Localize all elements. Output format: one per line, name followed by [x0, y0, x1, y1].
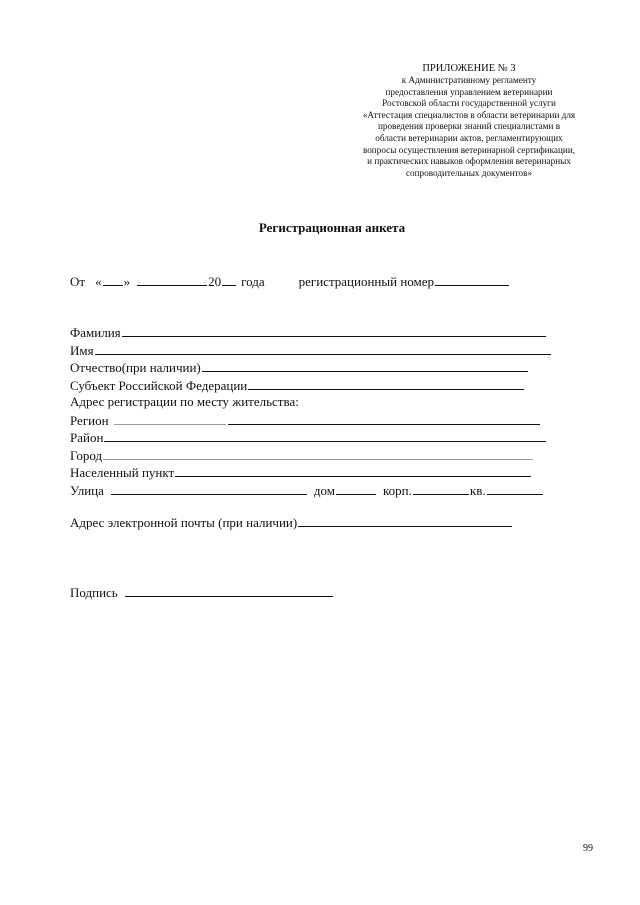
locality-field[interactable]: [175, 464, 531, 477]
appendix-line: вопросы осуществления ветеринарной сертификации,: [362, 144, 576, 155]
year-word: года: [241, 274, 265, 289]
appendix-line: к Административному регламенту: [401, 75, 537, 85]
page-number: 99: [583, 843, 593, 854]
year-blank[interactable]: [222, 273, 236, 286]
region-row: [70, 412, 541, 429]
locality-row: [70, 464, 532, 481]
name-row: [70, 342, 552, 359]
from-label: От: [70, 274, 86, 289]
house-field[interactable]: [336, 482, 376, 495]
city-label: Город: [70, 448, 103, 463]
reg-number-label: регистрационный номер: [298, 274, 435, 289]
close-quote: »: [123, 274, 131, 289]
subject-field[interactable]: [248, 377, 524, 390]
address-heading: Адрес регистрации по месту жительства:: [70, 394, 299, 409]
city-row: [70, 447, 534, 464]
signature-label: Подпись: [70, 585, 118, 600]
patronymic-label: Отчество(при наличии): [70, 360, 201, 375]
open-quote: «: [95, 274, 102, 289]
address-heading-row: [70, 394, 299, 410]
surname-row: [70, 324, 547, 341]
month-blank[interactable]: [137, 273, 207, 286]
apartment-label: кв.: [469, 483, 486, 498]
street-row: [70, 482, 544, 499]
day-blank[interactable]: [103, 273, 123, 286]
name-field[interactable]: [95, 342, 551, 355]
appendix-line: сопроводительных документов»: [405, 167, 533, 178]
surname-label: Фамилия: [70, 325, 121, 340]
appendix-line: «Аттестация специалистов в области ветеринарии для: [362, 109, 576, 120]
appendix-line: и практических навыков оформления ветеринарных: [367, 156, 571, 167]
appendix-line: области ветеринарии актов, регламентирующих: [375, 132, 563, 143]
patronymic-row: [70, 359, 529, 376]
appendix-line: Ростовской области государственной услуги: [382, 98, 556, 109]
region-field-part2[interactable]: [228, 412, 540, 425]
form-title: Регистрационная анкета: [258, 220, 406, 235]
street-field[interactable]: [111, 482, 307, 495]
city-field[interactable]: [103, 447, 533, 460]
email-row: [70, 514, 513, 531]
signature-row: [70, 584, 334, 601]
email-label: Адрес электронной почты (при наличии): [70, 515, 298, 530]
region-field-part1[interactable]: [114, 412, 226, 425]
year-prefix: 20: [208, 274, 222, 289]
appendix-line: предоставления управлением ветеринарии: [385, 86, 553, 97]
street-label: Улица: [70, 483, 104, 498]
house-label: дом: [313, 483, 336, 498]
district-label: Район: [70, 430, 104, 445]
date-line: [70, 273, 510, 290]
subject-row: [70, 377, 525, 394]
email-field[interactable]: [298, 514, 512, 527]
subject-label: Субъект Российской Федерации: [70, 378, 248, 393]
reg-number-blank[interactable]: [435, 273, 509, 286]
appendix-block: [334, 62, 604, 179]
building-label: корп.: [383, 483, 412, 498]
patronymic-field[interactable]: [202, 359, 528, 372]
district-field[interactable]: [104, 429, 546, 442]
building-field[interactable]: [413, 482, 469, 495]
district-row: [70, 429, 547, 446]
locality-label: Населенный пункт: [70, 465, 175, 480]
name-label: Имя: [70, 343, 94, 358]
appendix-heading: ПРИЛОЖЕНИЕ № 3: [422, 63, 516, 74]
region-label: Регион: [70, 413, 109, 428]
surname-field[interactable]: [122, 324, 546, 337]
apartment-field[interactable]: [487, 482, 543, 495]
appendix-line: проведения проверки знаний специалистами в: [377, 121, 561, 132]
signature-field[interactable]: [125, 584, 333, 597]
